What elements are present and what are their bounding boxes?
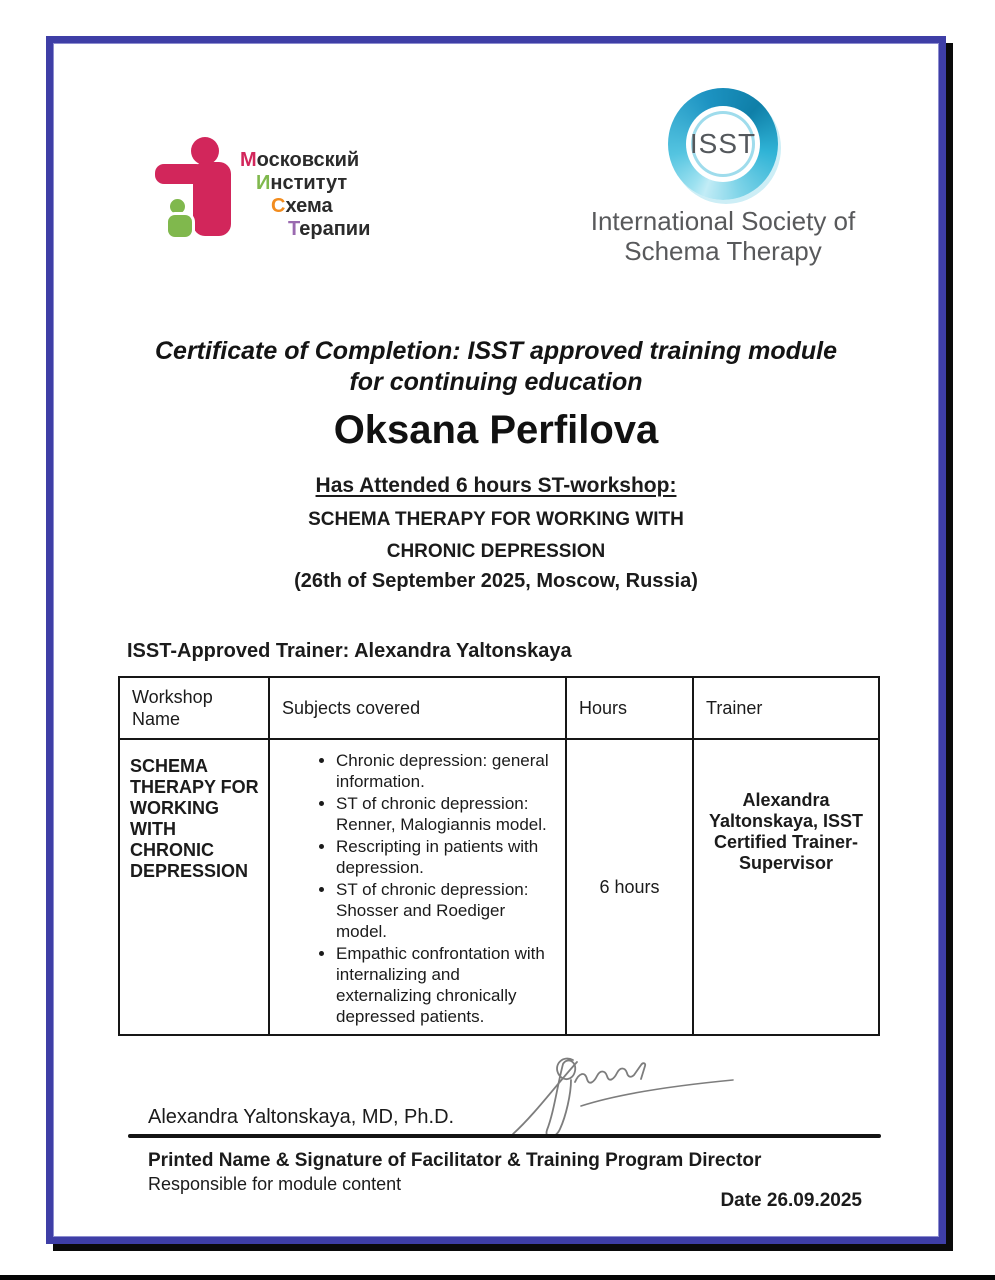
workshop-title-line1: SCHEMA THERAPY FOR WORKING WITH <box>308 509 684 530</box>
mist-rest-i: нститут <box>270 172 348 194</box>
isst-caption-line1: International Society of <box>590 206 856 236</box>
subject-bullet-item: • Empathic confrontation with internalizing and externalizing chronically depressed patients. <box>336 943 557 1027</box>
signature-rule <box>128 1134 881 1138</box>
certificate-title-line1: Certificate of Completion: ISST approved training module <box>155 337 837 365</box>
handwritten-signature <box>505 1042 745 1142</box>
header-subjects: Subjects covered <box>269 677 566 739</box>
mist-initial-i: И <box>256 172 271 194</box>
subjects-bullet-list <box>278 750 557 1027</box>
approved-trainer-line: ISST-Approved Trainer: Alexandra Yaltonskaya <box>127 640 572 662</box>
mist-line-institut <box>240 172 460 195</box>
subject-bullet-item: • ST of chronic depression: Renner, Malogiannis model. <box>336 793 557 835</box>
cell-subjects <box>269 739 566 1035</box>
workshop-table <box>118 676 880 1036</box>
workshop-date-location: (26th of September 2025, Moscow, Russia) <box>294 570 698 592</box>
header-hours: Hours <box>566 677 693 739</box>
mist-rest-s: хема <box>285 195 333 217</box>
mist-figure-head <box>191 137 219 165</box>
table-row <box>119 739 879 1035</box>
cell-trainer: Alexandra Yaltonskaya, ISST Certified Trainer-Supervisor <box>693 739 879 1035</box>
cell-workshop-name: SCHEMA THERAPY FOR WORKING WITH CHRONIC DEPRESSION <box>119 739 269 1035</box>
signature-caption-bold: Printed Name & Signature of Facilitator & Training Program Director <box>148 1150 762 1171</box>
isst-caption <box>573 206 873 266</box>
mist-rest-m: осковский <box>256 149 360 171</box>
certificate-title-line2: for continuing education <box>349 368 643 396</box>
screenshot-bottom-edge <box>0 1275 995 1280</box>
mist-line-terapii <box>240 218 460 241</box>
mist-rest-t: ерапии <box>299 218 371 240</box>
subject-bullet-item: • Chronic depression: general information. <box>336 750 557 792</box>
workshop-title-line2: CHRONIC DEPRESSION <box>386 541 606 562</box>
facilitator-printed-name: Alexandra Yaltonskaya, MD, Ph.D. <box>148 1106 455 1128</box>
mist-child-head <box>170 199 185 214</box>
table-header-row <box>119 677 879 739</box>
isst-ring-icon <box>668 88 778 200</box>
mist-logo-text <box>240 149 460 241</box>
mist-line-moskovsky <box>240 149 460 172</box>
attended-heading: Has Attended 6 hours ST-workshop: <box>315 474 677 497</box>
mist-initial-s: С <box>271 195 286 217</box>
mist-figure-body <box>193 162 231 236</box>
subject-bullet-item: • Rescripting in patients with depression. <box>336 836 557 878</box>
recipient-name: Oksana Perfilova <box>333 408 659 452</box>
mist-child-body <box>168 215 192 237</box>
isst-acronym: ISST <box>689 128 757 159</box>
header-trainer: Trainer <box>693 677 879 739</box>
isst-caption-line2: Schema Therapy <box>624 236 822 266</box>
header-workshop-name-label: Workshop Name <box>132 687 213 729</box>
header-workshop-name <box>119 677 269 739</box>
certificate-date: Date 26.09.2025 <box>720 1190 862 1211</box>
cell-hours: 6 hours <box>566 739 693 1035</box>
mist-initial-t: Т <box>288 218 300 240</box>
mist-initial-m: М <box>240 149 257 171</box>
mist-line-shema <box>240 195 460 218</box>
subject-bullet-item: • ST of chronic depression: Shosser and Roediger model. <box>336 879 557 942</box>
signature-caption-regular: Responsible for module content <box>148 1174 402 1194</box>
